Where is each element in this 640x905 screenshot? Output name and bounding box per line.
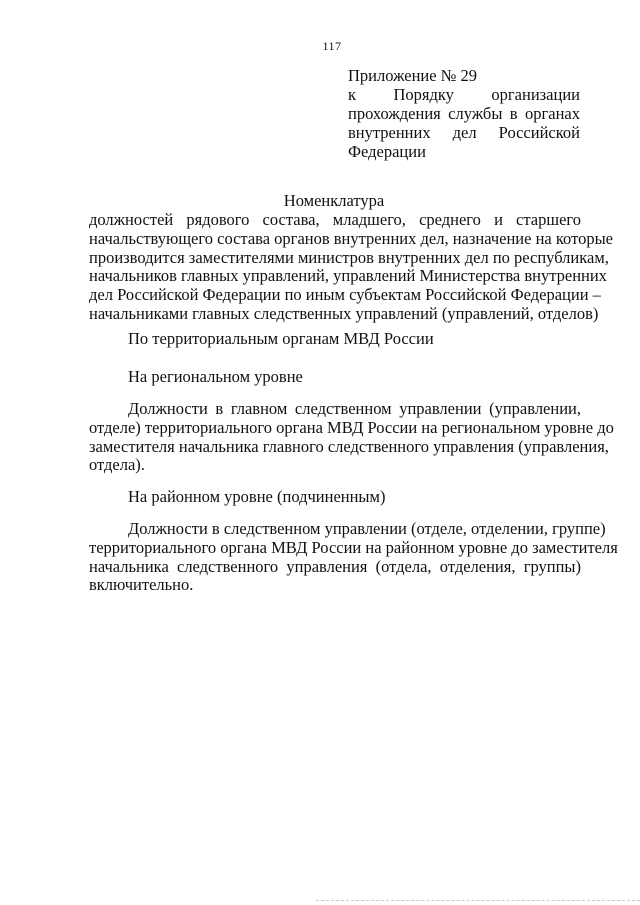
subtitle-line: начальствующего состава органов внутренних дел, назначение на которые <box>89 228 613 248</box>
district-heading: На районном уровне (подчиненным) <box>128 487 386 506</box>
appendix-line: к Порядку организации <box>348 85 580 104</box>
subtitle-line: дел Российской Федерации по иным субъектам Российской Федерации – <box>89 285 601 305</box>
appendix-line: внутренних дел Российской <box>348 123 580 142</box>
territorial-heading: По территориальным органам МВД России <box>128 329 434 348</box>
paragraph-line: начальника следственного управления (отдела, отделения, группы) <box>89 556 581 576</box>
subtitle-line: производится заместителями министров внутренних дел по республикам, <box>89 247 609 267</box>
document-title: Номенклатура <box>283 191 385 210</box>
paragraph-line: отдела). <box>89 455 145 475</box>
appendix-line: Федерации <box>348 142 426 161</box>
appendix-line: Приложение № 29 <box>348 66 478 85</box>
paragraph-line: заместителя начальника главного следственного управления (управления, <box>89 436 609 456</box>
regional-paragraph <box>89 399 614 475</box>
paragraph-line: территориального органа МВД России на районном уровне до заместителя <box>89 537 618 557</box>
paragraph-line: включительно. <box>89 575 194 595</box>
appendix-header <box>348 66 580 161</box>
paragraph-line: отделе) территориального органа МВД России на региональном уровне до <box>89 417 614 437</box>
scan-edge-divider <box>316 900 640 901</box>
district-paragraph <box>89 519 618 595</box>
document-subtitle <box>89 210 613 324</box>
page-number: 117 <box>322 39 342 53</box>
paragraph-line: Должности в главном следственном управлении (управлении, <box>128 399 581 418</box>
paragraph-line: Должности в следственном управлении (отделе, отделении, группе) <box>128 519 606 538</box>
appendix-line: прохождения службы в органах <box>348 104 580 123</box>
subtitle-line: начальников главных управлений, управлений Министерства внутренних <box>89 266 607 286</box>
subtitle-line: должностей рядового состава, младшего, среднего и старшего <box>89 210 581 229</box>
subtitle-line: начальниками главных следственных управлений (управлений, отделов) <box>89 303 599 323</box>
regional-heading: На региональном уровне <box>128 367 303 386</box>
